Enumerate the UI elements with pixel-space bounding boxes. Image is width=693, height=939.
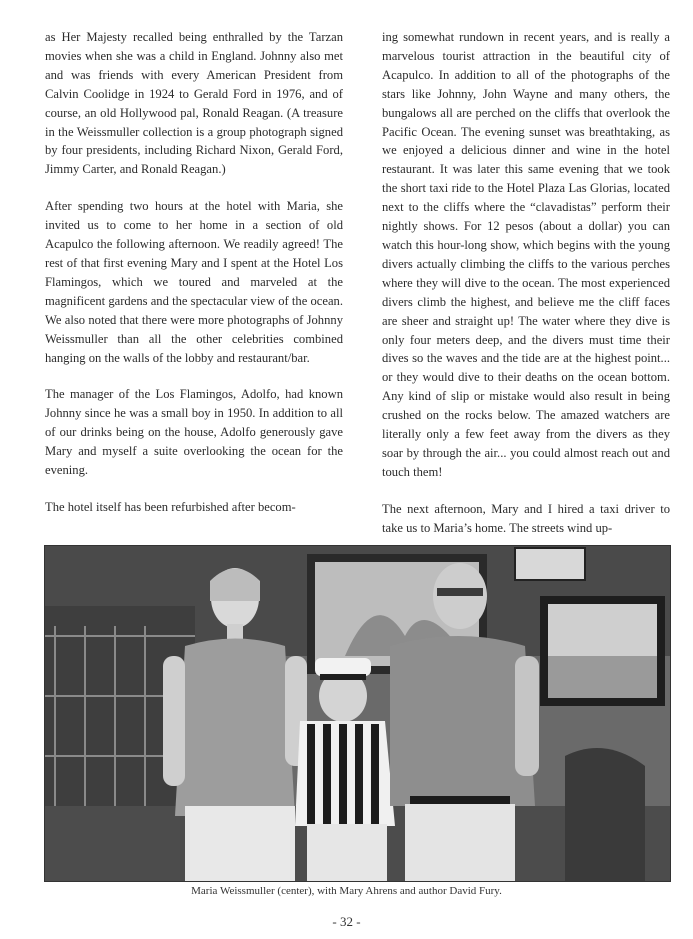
article-left-column xyxy=(45,28,343,535)
paragraph: ing somewhat rundown in recent years, and is really a marvelous tourist attraction in the beautiful city of Acapulco. In addition to all of the photographs of the stars like Johnny, John Wayne and many others, the bungalows all are perched on the cliffs that overlook the Pacific Ocean. The evening sunset was breathtaking, as we enjoyed a delicious dinner and wine in the hotel restaurant. It was later this same evening that we took the short taxi ride to the Hotel Plaza Las Glorias, located next to the cliffs where the “clavadistas” perform their nightly shows. For 12 pesos (about a dollar) you can watch this hour-long show, which begins with the young divers actually climbing the cliffs to the various perches where they will dive to the ocean. The most experienced divers climb the highest, and believe me the cliff faces are sheer and straight up! The water where they dive is only four meters deep, and the divers must time their dives so the waves and the tide are at the highest point... or they would dive to their deaths on the ocean bottom. Any kind of slip or mistake would also result in being crushed on the rocks below. The amazed watchers are literally only a few feet away from the divers as they soar by through the air... you could almost reach out and touch them! xyxy=(382,30,670,479)
paragraph: The hotel itself has been refurbished after becom- xyxy=(45,499,296,514)
paragraph: The manager of the Los Flamingos, Adolfo, had known Johnny since he was a small boy in 1950. In addition to all of our drinks being on the house, Adolfo generously gave Mary and myself a suite overlooking the ocean for the evening. xyxy=(45,387,343,478)
article-right-column xyxy=(382,28,670,556)
group-photograph xyxy=(44,545,671,882)
paragraph: After spending two hours at the hotel with Maria, she invited us to come to her home in a section of old Acapulco the following afternoon. We readily agreed! The rest of that first evening Mary and I spent at the Hotel Los Flamingos, which we toured and marveled at the magnificent gardens and the spectacular view of the ocean. We also noted that there were more photographs of Johnny Weissmuller than all the other celebrities combined hanging on the walls of the lobby and restaurant/bar. xyxy=(45,199,343,365)
page-number: - 32 - xyxy=(332,914,361,929)
paragraph: The next afternoon, Mary and I hired a taxi driver to take us to Maria’s home. The streets wind up- xyxy=(382,501,670,535)
photo-caption: Maria Weissmuller (center), with Mary Ahrens and author David Fury. xyxy=(191,885,502,897)
paragraph: as Her Majesty recalled being enthralled by the Tarzan movies when she was a child in England. Johnny also met and was friends with every American President from Calvin Coolidge in 1924 to Gerald Ford in 1976, and of course, an old Hollywood pal, Ronald Reagan. (A treasure in the Weissmuller collection is a group photograph signed by four presidents, including Richard Nixon, Gerald Ford, Jimmy Carter, and Ronald Reagan.) xyxy=(45,30,343,177)
